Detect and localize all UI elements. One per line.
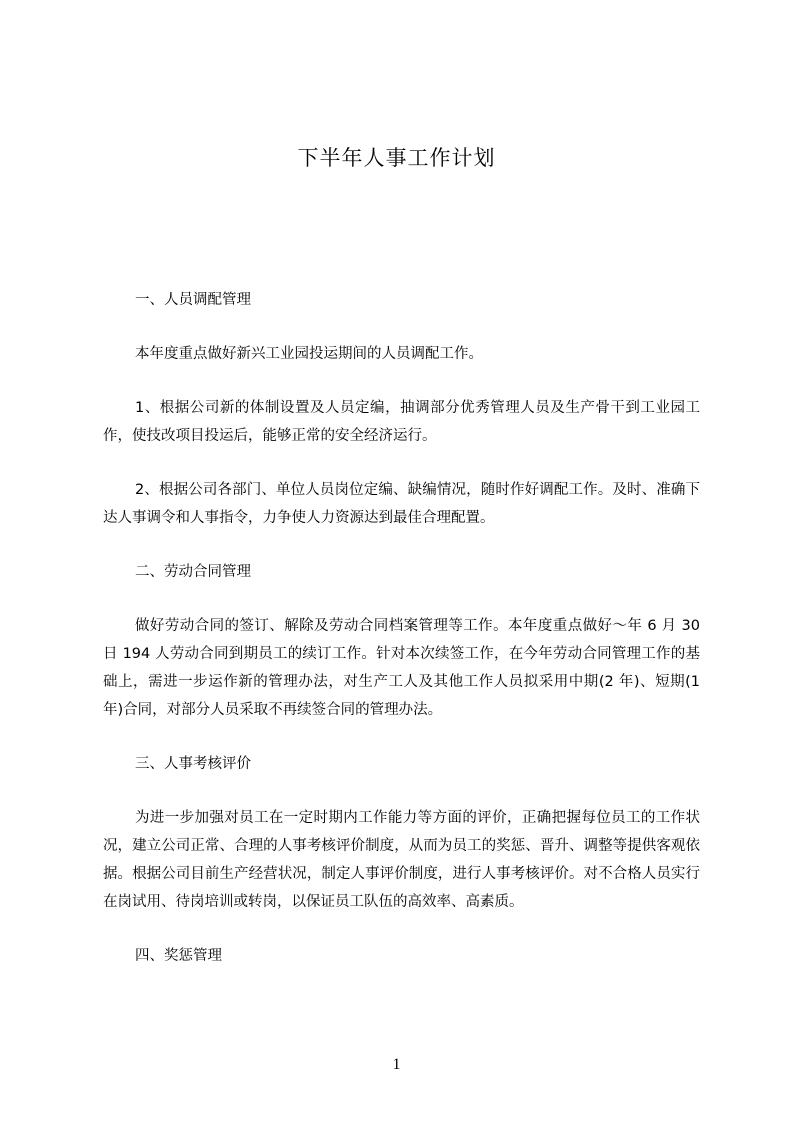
paragraph: 做好劳动合同的签订、解除及劳动合同档案管理等工作。本年度重点做好～年 6 月 30 日 194 人劳动合同到期员工的续订工作。针对本次续签工作，在今年劳动合同管理工作的基础上，需进一步运作新的管理办法，对生产工人及其他工作人员拟采用中期(2 年)、短期(1 年)合同，对部分人员采取不再续签合同的管理办法。 [103,618,700,718]
paragraph: 本年度重点做好新兴工业园投运期间的人员调配工作。 [135,346,483,362]
document-title: 下半年人事工作计划 [297,146,496,170]
paragraph: 2、根据公司各部门、单位人员岗位定编、缺编情况，随时作好调配工作。及时、准确下达人事调令和人事指令，力争使人力资源达到最佳合理配置。 [103,482,700,526]
section-heading: 二、劳动合同管理 [135,564,251,580]
document-body [103,286,700,996]
paragraph: 为进一步加强对员工在一定时期内工作能力等方面的评价，正确把握每位员工的工作状况，建立公司正常、合理的人事考核评价制度，从而为员工的奖惩、晋升、调整等提供客观依据。根据公司目前生产经营状况，制定人事评价制度，进行人事考核评价。对不合格人员实行在岗试用、待岗培训或转岗，以保证员工队伍的高效率、高素质。 [103,810,700,910]
section-heading: 四、奖惩管理 [135,948,222,964]
section-heading: 三、人事考核评价 [135,756,251,772]
section-heading: 一、人员调配管理 [135,292,251,308]
page-number: 1 [392,1056,401,1073]
paragraph: 1、根据公司新的体制设置及人员定编，抽调部分优秀管理人员及生产骨干到工业园工作，使技改项目投运后，能够正常的安全经济运行。 [103,400,700,444]
